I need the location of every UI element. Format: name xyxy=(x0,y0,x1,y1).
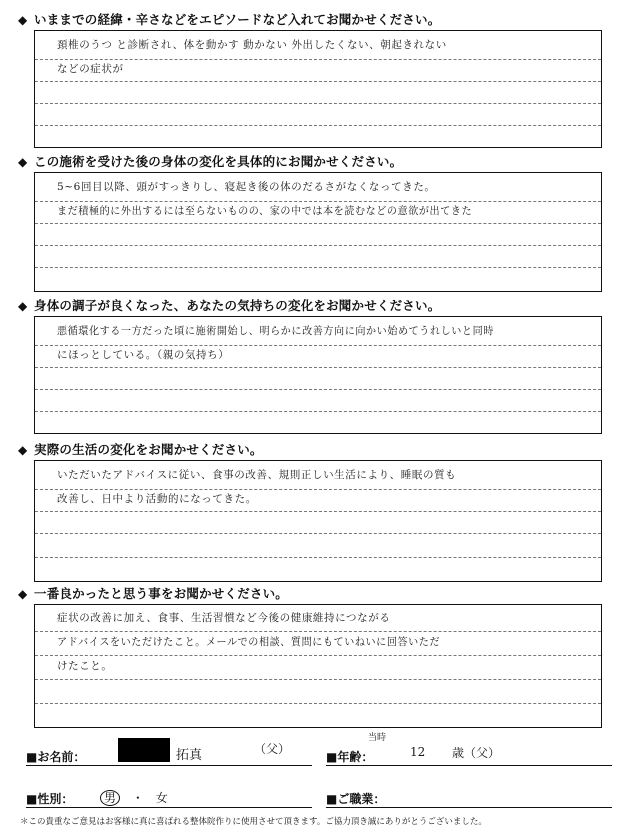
question-text: 身体の調子が良くなった、あなたの気持ちの変化をお聞かせください。 xyxy=(34,298,441,313)
gender-underline xyxy=(26,807,312,808)
diamond-bullet-icon: ◆ xyxy=(18,587,28,601)
job-underline xyxy=(326,807,612,808)
job-label: ■ご職業： xyxy=(326,792,386,806)
answer-line: まだ積極的に外出するには至らないものの、家の中では本を読むなどの意欲が出てきた xyxy=(57,205,473,217)
question-best-thing xyxy=(18,584,288,604)
answer-line: 改善し、日中より活動的になってきた。 xyxy=(57,493,257,505)
answer-line: 悪循環化する一方だった頃に施術開始し、明らかに改善方向に向かい始めてうれしいと同時 xyxy=(57,325,494,337)
diamond-bullet-icon: ◆ xyxy=(18,443,28,457)
answer-line: などの症状が xyxy=(57,63,124,75)
answer-line: にほっとしている。（親の気持ち） xyxy=(57,349,230,361)
section-history xyxy=(18,10,610,146)
section-body-change xyxy=(18,152,610,292)
question-feelings xyxy=(18,296,440,316)
answer-line: いただいたアドバイスに従い、食事の改善、規則正しい生活により、睡眠の質も xyxy=(57,469,457,481)
section-feelings xyxy=(18,296,610,436)
answer-line: 5~6回目以降、頭がすっきりし、寝起き後の体のだるさがなくなってきた。 xyxy=(57,181,436,193)
answer-line: けたこと。 xyxy=(57,660,113,672)
question-text: 一番良かったと思う事をお聞かせください。 xyxy=(34,586,289,601)
age-note: 当時 xyxy=(368,733,387,743)
question-text: いままでの経緯・辛さなどをエピソードなど入れてお聞かせください。 xyxy=(34,12,441,27)
question-text: この施術を受けた後の身体の変化を具体的にお聞かせください。 xyxy=(34,154,403,169)
diamond-bullet-icon: ◆ xyxy=(18,299,28,313)
name-redaction xyxy=(118,738,170,762)
name-relation: （父） xyxy=(254,742,291,756)
gender-female-option[interactable]: 女 xyxy=(155,791,168,805)
section-best-thing xyxy=(18,584,610,730)
question-life-change xyxy=(18,440,263,460)
name-label: ■お名前： xyxy=(26,750,86,764)
answer-line: 症状の改善に加え、食事、生活習慣など今後の健康維持につながる xyxy=(57,612,391,624)
name-value: 拓真 xyxy=(176,748,203,763)
section-life-change xyxy=(18,440,610,580)
gender-label: ■性別： xyxy=(26,792,74,806)
diamond-bullet-icon: ◆ xyxy=(18,13,28,27)
name-underline xyxy=(26,765,312,766)
answer-line: アドバイスをいただけたこと。メールでの相談、質問にもていねいに回答いただ xyxy=(57,636,441,648)
age-value: 12 xyxy=(410,745,426,759)
question-text: 実際の生活の変化をお聞かせください。 xyxy=(34,442,263,457)
diamond-bullet-icon: ◆ xyxy=(18,155,28,169)
gender-separator: ・ xyxy=(131,791,144,805)
answer-box xyxy=(34,460,602,582)
answer-box xyxy=(34,30,602,148)
answer-line: 頚椎のうつ と診断され、体を動かす 動かない 外出したくない、朝起きれない xyxy=(57,39,447,51)
age-label: ■年齢： xyxy=(326,750,374,764)
thank-you-note: ＊この貴重なご意見はお客様に真に喜ばれる整体院作りに使用させて頂きます。ご協力頂き誠にありがとうございました。 xyxy=(20,817,487,827)
answer-box xyxy=(34,172,602,292)
age-underline xyxy=(326,765,612,766)
gender-male-option[interactable]: 男 xyxy=(100,790,120,806)
age-unit: 歳（父） xyxy=(452,746,501,760)
answer-box xyxy=(34,316,602,434)
question-history xyxy=(18,10,440,30)
question-body-change xyxy=(18,152,402,172)
answer-box xyxy=(34,604,602,728)
gender-options xyxy=(100,789,168,806)
